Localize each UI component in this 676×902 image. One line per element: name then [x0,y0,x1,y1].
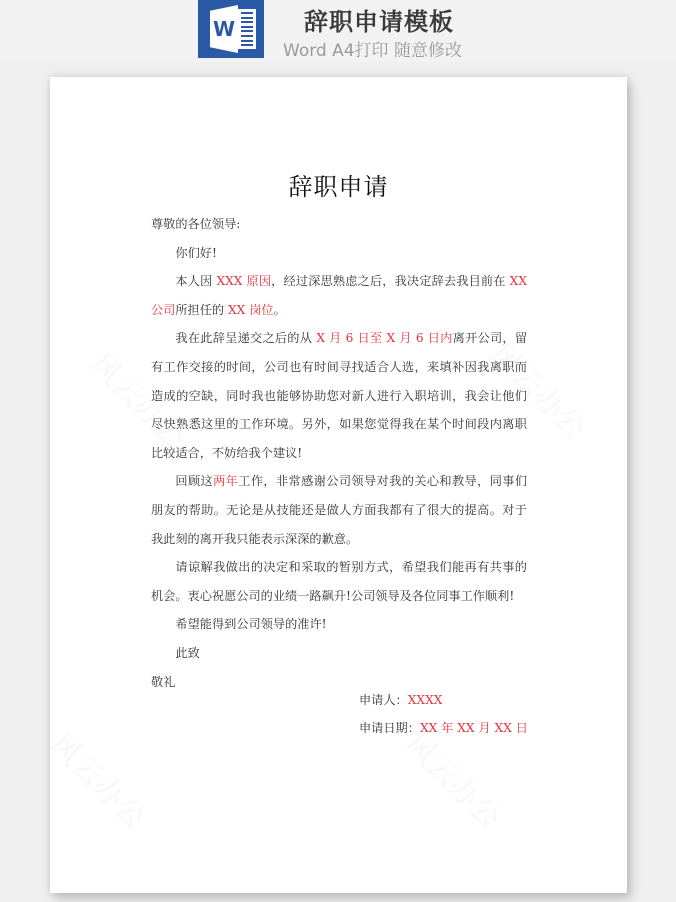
banner-title: 辞职申请模板 [304,8,454,36]
document-title: 辞职申请 [288,173,389,201]
text: 本人因 [175,274,217,289]
watermark [50,721,158,837]
paragraph-wishes: 请谅解我做出的决定和采取的暂别方式，希望我们能再有共事的机会。衷心祝愿公司的业绩一路飙升!公司领导及各位同事工作顺利! [151,560,527,603]
paragraph-request: 希望能得到公司领导的准许! [175,617,327,632]
applicant-label: 申请人： [359,693,408,707]
text: 离开公司，留有工作交接的时间，公司也有时间寻找适合人选，来填补因我离职而造成的空缺，同时我也能够协助您对新人进行入职培训，我会让他们尽快熟悉这里的工作环境。另外，如果您觉得我在某个时间段内离职比较适合，不妨给我个建议! [151,331,528,460]
banner-header [0,0,676,62]
text: 。 [273,302,286,317]
placeholder-company: XX 公司 [151,274,527,317]
word-icon [198,0,264,58]
text: ，经过深思熟虑之后，我决定辞去我目前在 [271,274,510,289]
banner-subtitle: Word A4打印 随意修改 [283,41,462,61]
salutation: 尊敬的各位领导: [151,217,241,231]
text: 工作，非常感谢公司领导对我的关心和教导，同事们朋友的帮助。无论是从技能还是做人方面我都有了很大的提高。对于我此刻的离开我只能表示深深的歉意。 [151,474,528,546]
closing-regards: 敬礼 [151,674,176,689]
text: 回顾这 [175,474,214,489]
greeting: 你们好! [175,245,217,260]
document-body [151,210,527,696]
document-lines-icon [238,9,256,49]
document-page [50,77,627,893]
applicant-line [359,686,442,714]
paragraph-handover [151,324,527,467]
closing-salute: 此致 [175,645,200,660]
date-value: XX 年 XX 月 XX 日 [419,721,528,735]
applicant-value: XXXX [407,693,443,707]
paragraph-gratitude [151,467,527,553]
date-label: 申请日期： [359,721,420,735]
placeholder-period: X 月 6 日至 X 月 6 日内 [316,331,453,346]
date-line [359,714,528,742]
word-letter: W [212,17,236,41]
text: 所担任的 [175,302,228,317]
placeholder-reason: XXX 原因 [216,274,272,289]
text: 我在此辞呈递交之后的从 [175,331,317,346]
placeholder-duration: 两年 [213,474,239,489]
paragraph-reason [151,267,527,324]
placeholder-position: XX 岗位 [228,302,274,317]
